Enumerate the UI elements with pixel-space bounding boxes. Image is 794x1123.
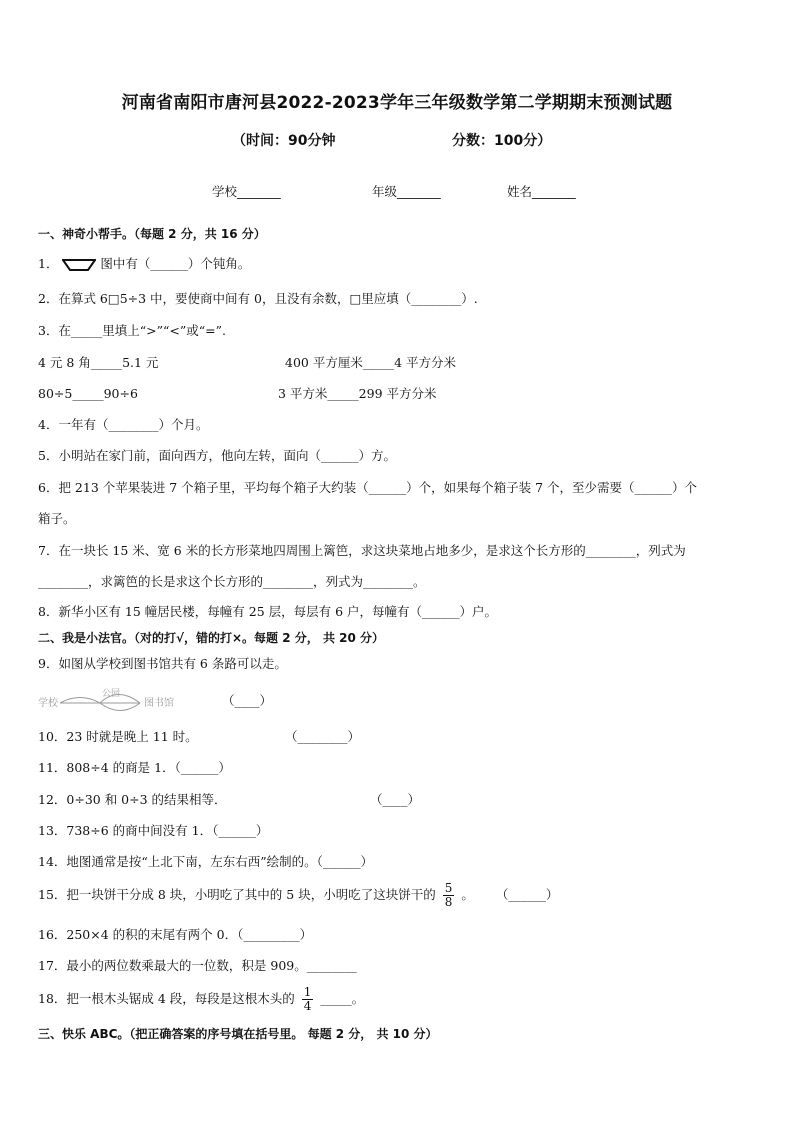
route-library-label: 图书馆 — [144, 698, 174, 709]
section-2-heading: 二、我是小法官。（对的打√，错的打×。每题 2 分， 共 20 分） — [38, 631, 384, 645]
fraction-one-quarter: $\frac{1}{4}$ — [303, 985, 312, 1013]
question-7-line-1: 7．在一块长 15 米、宽 6 米的长方形菜地四周围上篱笆，求这块菜地占地多少，是求这个长方形的________，列式为 — [38, 543, 686, 558]
question-18-blank: _____。 — [320, 991, 365, 1006]
question-9-answer-blank: （____） — [222, 693, 273, 708]
question-1-text: 图中有（______）个钝角。 — [100, 256, 251, 271]
question-3-d: 3 平方米_____299 平方分米 — [278, 386, 437, 401]
question-15 — [38, 882, 558, 909]
question-3-b: 400 平方厘米_____4 平方分米 — [285, 355, 457, 370]
question-11: 11．808÷4 的商是 1．（______） — [38, 760, 231, 775]
fraction-five-eighths: $\frac{5}{8}$ — [444, 881, 453, 909]
section-1-heading: 一、神奇小帮手。（每题 2 分，共 16 分） — [38, 227, 266, 241]
question-3-c: 80÷5_____90÷6 — [38, 386, 138, 401]
question-6-line-1: 6．把 213 个苹果装进 7 个箱子里，平均每个箱子大约装（______）个，如果每个箱子装 7 个，至少需要（______）个 — [38, 480, 698, 495]
question-8: 8．新华小区有 15 幢居民楼，每幢有 25 层，每层有 6 户，每幢有（______）户。 — [38, 604, 498, 619]
route-school-label: 学校 — [38, 698, 58, 709]
question-14: 14．地图通常是按“上北下南，左东右西”绘制的。（______） — [38, 854, 373, 869]
exam-score: 分数：100分） — [452, 133, 552, 149]
question-12: 12．0÷30 和 0÷3 的结果相等． — [38, 792, 227, 807]
question-5: 5．小明站在家门前，面向西方，他向左转，面向（______）方。 — [38, 448, 396, 463]
page-title: 河南省南阳市唐河县2022-2023学年三年级数学第二学期期末预测试题 — [121, 93, 673, 113]
question-3: 3．在_____里填上“>”“<”或“=”. — [38, 323, 226, 338]
name-field: 姓名_______ — [507, 184, 576, 199]
question-17: 17．最小的两位数乘最大的一位数，积是 909。________ — [38, 958, 357, 973]
question-9: 9．如图从学校到图书馆共有 6 条路可以走。 — [38, 656, 287, 671]
question-4: 4．一年有（________）个月。 — [38, 417, 209, 432]
school-field: 学校_______ — [212, 184, 281, 199]
trapezoid-figure — [62, 258, 96, 272]
question-10: 10．23 时就是晚上 11 时。 — [38, 729, 198, 744]
question-13: 13．738÷6 的商中间没有 1．（______） — [38, 823, 269, 838]
question-12-answer-blank: （____） — [370, 792, 421, 807]
question-15-period: 。 — [461, 887, 474, 902]
exam-time: （时间：90分钟 — [232, 133, 336, 149]
question-6-line-2: 箱子。 — [38, 511, 76, 526]
question-1 — [38, 256, 250, 272]
route-diagram — [38, 688, 188, 714]
question-7-line-2: ________，求篱笆的长是求这个长方形的________，列式为________。 — [38, 574, 426, 589]
question-18-text: 18．把一根木头锯成 4 段，每段是这根木头的 — [38, 991, 295, 1006]
section-3-heading: 三、快乐 ABC。（把正确答案的序号填在括号里。 每题 2 分， 共 10 分） — [38, 1027, 438, 1041]
question-16: 16．250×4 的积的末尾有两个 0．（_________） — [38, 927, 313, 942]
question-10-answer-blank: （________） — [285, 729, 361, 744]
question-1-number: 1． — [38, 256, 59, 271]
question-15-text: 15．把一块饼干分成 8 块，小明吃了其中的 5 块，小明吃了这块饼干的 — [38, 887, 436, 902]
question-2: 2．在算式 6□5÷3 中，要使商中间有 0，且没有余数，□里应填（________）. — [38, 291, 478, 306]
question-3-a: 4 元 8 角_____5.1 元 — [38, 355, 159, 370]
route-park-label: 公园 — [102, 689, 121, 699]
grade-field: 年级_______ — [372, 184, 441, 199]
question-18 — [38, 986, 364, 1013]
question-15-answer-blank: （______） — [495, 887, 559, 902]
